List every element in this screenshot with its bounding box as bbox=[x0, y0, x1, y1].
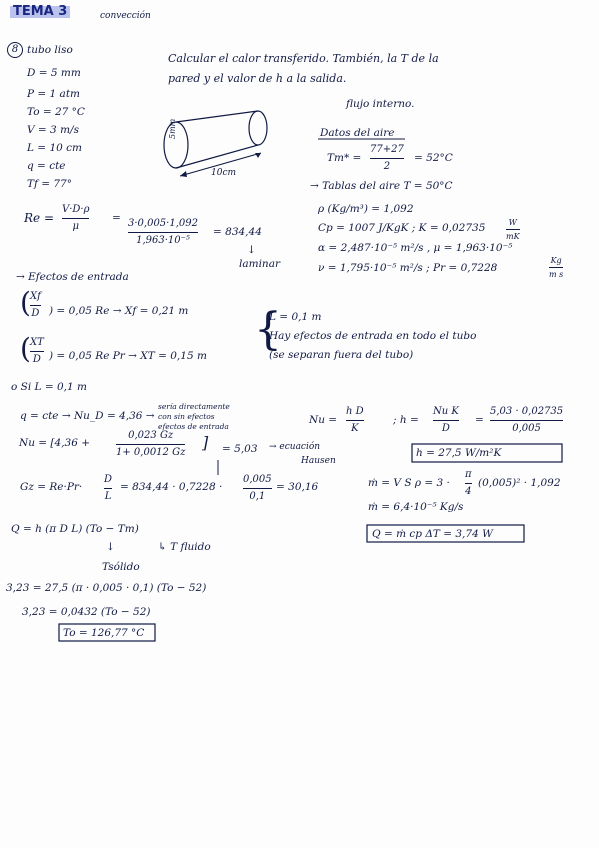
tm-label: Tm* = bbox=[327, 152, 362, 164]
wall-sub-2: 3,23 = 0,0432 (To − 52) bbox=[22, 606, 151, 618]
mdot-line-2: (0,005)² · 1,092 bbox=[478, 477, 561, 489]
re-fraction-2: 3·0,005·1,092 1,963·10⁻⁵ bbox=[128, 218, 198, 246]
alpha-mu-line: α = 2,487·10⁻⁵ m²/s , μ = 1,963·10⁻⁵ bbox=[318, 242, 513, 254]
mdot-line: ṁ = V S ρ = 3 · bbox=[368, 477, 450, 489]
entry-note: (se separan fuera del tubo) bbox=[269, 349, 414, 361]
problem-number: 8 bbox=[7, 42, 23, 58]
entry-note: Hay efectos de entrada en todo el tubo bbox=[269, 330, 477, 342]
given-item: L = 10 cm bbox=[27, 142, 82, 154]
re-note: laminar bbox=[239, 258, 280, 270]
gz-fraction-2: 0,005 0,1 bbox=[243, 474, 272, 502]
air-data-heading: Datos del aire bbox=[320, 127, 395, 139]
xt-line: ) = 0,05 Re Pr → XT = 0,15 m bbox=[49, 350, 207, 362]
mdot-fraction: π 4 bbox=[465, 469, 472, 497]
wall-result: To = 126,77 °C bbox=[63, 627, 145, 639]
wall-arrow: ↓ bbox=[106, 541, 115, 553]
h-eq: = bbox=[475, 414, 484, 426]
tm-den: 2 bbox=[383, 161, 391, 172]
given-item: D = 5 mm bbox=[27, 67, 81, 79]
flow-type-label: flujo interno. bbox=[346, 98, 415, 110]
mu-unit: Kg m s bbox=[549, 256, 564, 279]
rho-line: ρ (Kg/m³) = 1,092 bbox=[318, 203, 414, 215]
given-item: Tf = 77° bbox=[27, 178, 72, 190]
k-unit: W mK bbox=[506, 218, 520, 241]
nu-def-fraction: h D K bbox=[346, 406, 364, 434]
diameter-label: 5mm bbox=[168, 118, 177, 139]
nu-corr-fraction: 0,023 Gz 1+ 0,0012 Gz bbox=[116, 430, 186, 458]
re-lhs: Re = bbox=[24, 211, 55, 225]
nuc-note: Hausen bbox=[301, 456, 336, 466]
re-fraction-1: V·D·ρ μ bbox=[62, 204, 90, 232]
wall-sub-1: 3,23 = 27,5 (π · 0,005 · 0,1) (To − 52) bbox=[6, 582, 207, 594]
gz-result: = 30,16 bbox=[276, 481, 319, 493]
q-note: con sin efectos bbox=[158, 412, 215, 421]
re-eq: = bbox=[112, 212, 121, 224]
given-item: q = cte bbox=[27, 160, 66, 172]
gz-mid: = 834,44 · 0,7228 · bbox=[120, 481, 223, 493]
h-fraction: Nu K D bbox=[433, 406, 459, 434]
given-item: To = 27 °C bbox=[27, 106, 85, 118]
problem-statement: pared y el valor de h a la salida. bbox=[168, 72, 347, 85]
h-lhs: ; h = bbox=[393, 414, 419, 426]
h-result: h = 27,5 W/m²K bbox=[416, 447, 502, 459]
entry-heading: → Efectos de entrada bbox=[16, 271, 129, 283]
topic-label: convección bbox=[100, 11, 151, 21]
q-note: sería directamente bbox=[158, 402, 230, 411]
air-tables-line: → Tablas del aire T = 50°C bbox=[310, 180, 453, 192]
nu-def-lhs: Nu = bbox=[309, 414, 338, 426]
entry-note: L = 0,1 m bbox=[269, 311, 322, 323]
tsolid-label: Tsólido bbox=[102, 561, 140, 573]
xt-fraction: XT D bbox=[30, 337, 44, 365]
q-note: efectos de entrada bbox=[158, 422, 229, 431]
problem-statement: Calcular el calor transferido. También, la T de la bbox=[168, 52, 439, 65]
length-label: 10cm bbox=[211, 168, 237, 178]
cp-k-line: Cp = 1007 J/KgK ; K = 0,02735 bbox=[318, 222, 486, 234]
tm-fraction bbox=[370, 144, 404, 173]
nuc-result: = 5,03 bbox=[222, 443, 258, 455]
given-item: P = 1 atm bbox=[27, 88, 80, 100]
case-title: o Si L = 0,1 m bbox=[11, 381, 87, 393]
re-result: = 834,44 bbox=[213, 226, 262, 238]
tfluid-label: ↳ T fluido bbox=[158, 541, 211, 553]
xf-line: ) = 0,05 Re → Xf = 0,21 m bbox=[49, 305, 189, 317]
xf-fraction: Xf D bbox=[30, 291, 41, 319]
given-item: tubo liso bbox=[27, 44, 73, 56]
mdot-value: ṁ = 6,4·10⁻⁵ Kg/s bbox=[368, 501, 464, 513]
nu-pr-line: ν = 1,795·10⁻⁵ m²/s ; Pr = 0,7228 bbox=[318, 262, 498, 274]
nu-corr-lhs: Nu = [4,36 + bbox=[19, 437, 91, 449]
gz-lhs: Gz = Re·Pr· bbox=[20, 481, 83, 493]
nuc-note: → ecuación bbox=[269, 442, 321, 452]
nu-corr-rhs: ] bbox=[202, 433, 209, 452]
given-item: V = 3 m/s bbox=[27, 124, 79, 136]
notes-page: TEMA 3 convección 8 tubo liso D = 5 mm P = 1 atm To = 27 °C V = 3 m/s L = 10 cm q = cte Tf = 77° Calcular el calor transferido. También, la T de la pared y el valor de h a la salida. flujo interno. 5mm 10cm Datos del aire Tm* = 77+27 2 = 52°C → Tablas del aire T = 50°C ρ (Kg/m³) = 1,092 Cp = 1007 J/KgK ; K = 0,02735 W mK α = 2,487·10⁻⁵ m²/s , μ = 1,963·10⁻⁵ Kg m s ν = 1,795·10⁻⁵ m²/s ; Pr = 0,7228 Re = V·D·ρ μ = 3·0,005·1,092 1,963·10⁻⁵ = 834,44 ↓ laminar → Efectos de entrada ( Xf D ) = 0,05 Re → Xf = 0,21 m ( XT D ) = 0,05 Re Pr → XT = 0,15 m { L = 0,1 m Hay efectos de entrada en todo el tubo (se separan fuera del tubo) o Si L = 0,1 m q = cte → Nu_D = 4,36 → sería directamente con sin efectos efectos de entrada Nu = h D K ; h = Nu K D = 5,03 · 0,02735 0,005 h = 27,5 W/m²K Nu = [4,36 + 0,023 Gz 1+ 0,0012 Gz ] = 5,03 → ecuación Hausen Gz = Re·Pr· D L = 834,44 · 0,7228 · 0,005 0,1 = 30,16 ṁ = V S ρ = 3 · π 4 (0,005)² · 1,092 ṁ = 6,4·10⁻⁵ Kg/s Q = ṁ cp ΔT = 3,74 W Q = h (π D L) (To − Tm) ↓ ↳ T fluido Tsólido 3,23 = 27,5 (π · 0,005 · 0,1) (To − 52) 3,23 = 0,0432 (To − 52) To = 126,77 °C bbox=[0, 0, 599, 848]
q-result: Q = ṁ cp ΔT = 3,74 W bbox=[372, 528, 493, 540]
gz-fraction: D L bbox=[104, 474, 113, 502]
q-line: q = cte → Nu_D = 4,36 → bbox=[20, 410, 155, 422]
tm-result: = 52°C bbox=[414, 152, 453, 164]
h-fraction-2: 5,03 · 0,02735 0,005 bbox=[490, 406, 564, 434]
page-title: TEMA 3 bbox=[10, 6, 70, 18]
wall-eq: Q = h (π D L) (To − Tm) bbox=[11, 523, 139, 535]
tm-num: 77+27 bbox=[370, 144, 404, 155]
re-arrow: ↓ bbox=[247, 244, 256, 256]
